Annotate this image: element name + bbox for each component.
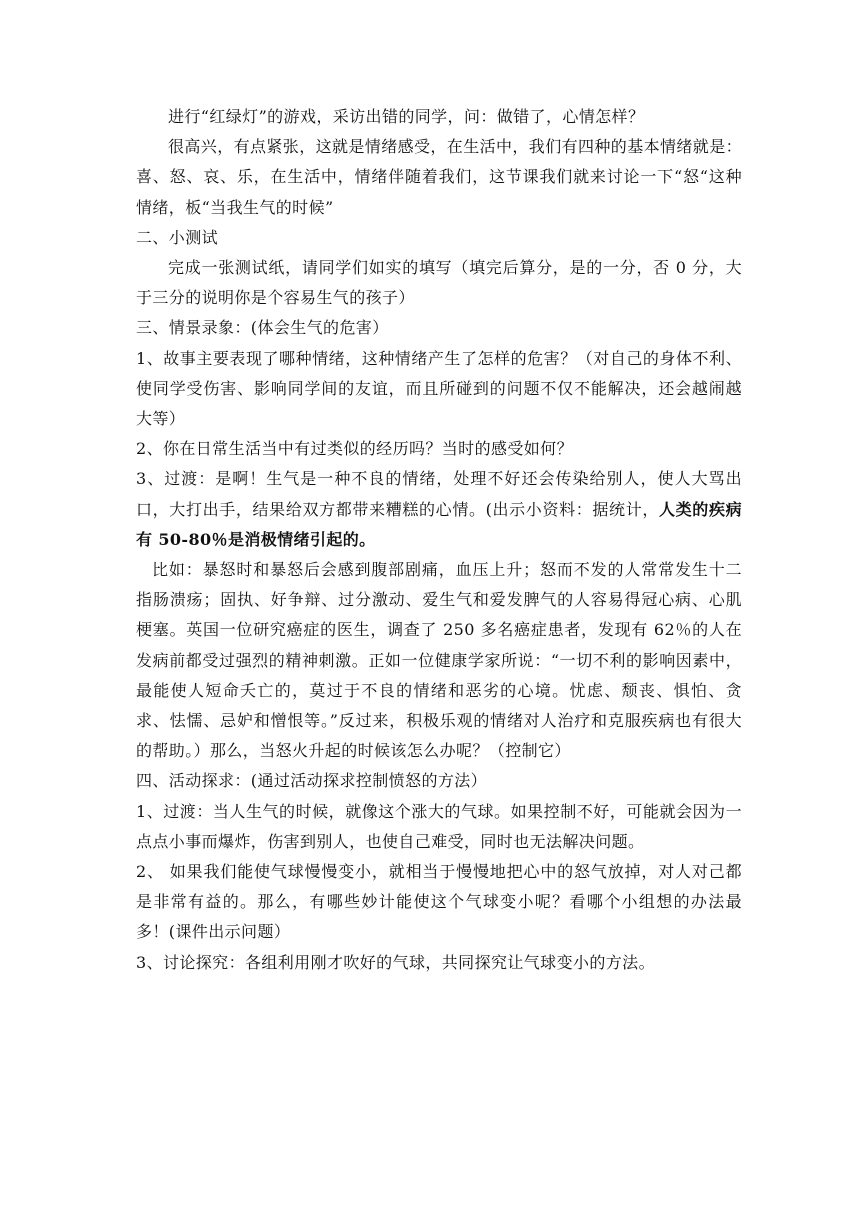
text-run: 进行“红绿灯”的游戏，采访出错的同学，问：做错了，心情怎样？ (168, 107, 645, 126)
paragraph-p13 (136, 948, 742, 978)
text-run: 很高兴，有点紧张，这就是情绪感受，在生活中，我们有四种的基本情绪就是：喜、怒、哀、乐，在生活中，情绪伴随着我们，这节课我们就来讨论一下“怒“这种情绪，板“当我生气的时候” (136, 137, 743, 217)
text-run: 3、过渡：是啊！生气是一种不良的情绪，处理不好还会传染给别人，使人大骂出口，大打出手，结果给双方都带来糟糕的心情。(出示小资料：据统计， (136, 469, 742, 519)
paragraph-p7 (136, 434, 742, 464)
paragraph-p8 (136, 464, 742, 555)
text-run: 三、情景录象：(体会生气的危害） (136, 318, 389, 338)
bold-text-run: 人类的疾病有 50-80％是消极情绪引起的。 (136, 499, 742, 549)
paragraph-p3 (136, 223, 742, 253)
paragraph-p2 (136, 132, 742, 223)
text-run: 完成一张测试纸，请同学们如实的填写（填完后算分，是的一分，否 0 分，大于三分的说明你是个容易生气的孩子） (136, 258, 742, 308)
paragraph-p4 (136, 253, 742, 313)
text-run: 比如：暴怒时和暴怒后会感到腹部剧痛，血压上升；怒而不发的人常常发生十二指肠溃疡；固执、好争辩、过分激动、爱生气和爱发脾气的人容易得冠心病、心肌梗塞。英国一位研究癌症的医生，调查了 250 多名癌症患者，发现有 62％的人在发病前都受过强烈的精神刺激。正如一位健康学家所说：“一切不利的影响因素中，最能使人短命夭亡的，莫过于不良的情绪和恶劣的心境。忧虑、颓丧、惧怕、贪求、怯懦、忌妒和憎恨等。”反过来，积极乐观的情绪对人治疗和克服疾病也有很大的帮助。）那么，当怒火升起的时候该怎么办呢？（控制它） (136, 560, 742, 761)
paragraph-p9 (136, 555, 742, 766)
paragraph-p5 (136, 313, 742, 343)
paragraph-p11 (136, 797, 742, 857)
text-run: 2、 如果我们能使气球慢慢变小，就相当于慢慢地把心中的怒气放掉，对人对己都是非常有益的。那么，有哪些妙计能使这个气球变小呢？看哪个小组想的办法最多！(课件出示问题） (136, 862, 742, 942)
text-run: 四、活动探求：(通过活动探求控制愤怒的方法） (136, 771, 488, 791)
paragraph-p6 (136, 344, 742, 435)
paragraph-p10 (136, 766, 742, 796)
paragraph-p12 (136, 857, 742, 948)
text-run: 二、小测试 (136, 227, 219, 247)
text-run: 2、你在日常生活当中有过类似的经历吗？当时的感受如何？ (136, 439, 573, 459)
text-run: 3、讨论探究：各组利用刚才吹好的气球，共同探究让气球变小的方法。 (136, 952, 655, 972)
text-run: 1、过渡：当人生气的时候，就像这个涨大的气球。如果控制不好，可能就会因为一点点小事而爆炸，伤害到别人，也使自己难受，同时也无法解决问题。 (136, 801, 742, 851)
document-body (136, 102, 742, 978)
text-run: 1、故事主要表现了哪种情绪，这种情绪产生了怎样的危害？（对自己的身体不利、使同学受伤害、影响同学间的友谊，而且所碰到的问题不仅不能解决，还会越闹越大等） (136, 348, 742, 429)
paragraph-p1 (136, 102, 742, 132)
